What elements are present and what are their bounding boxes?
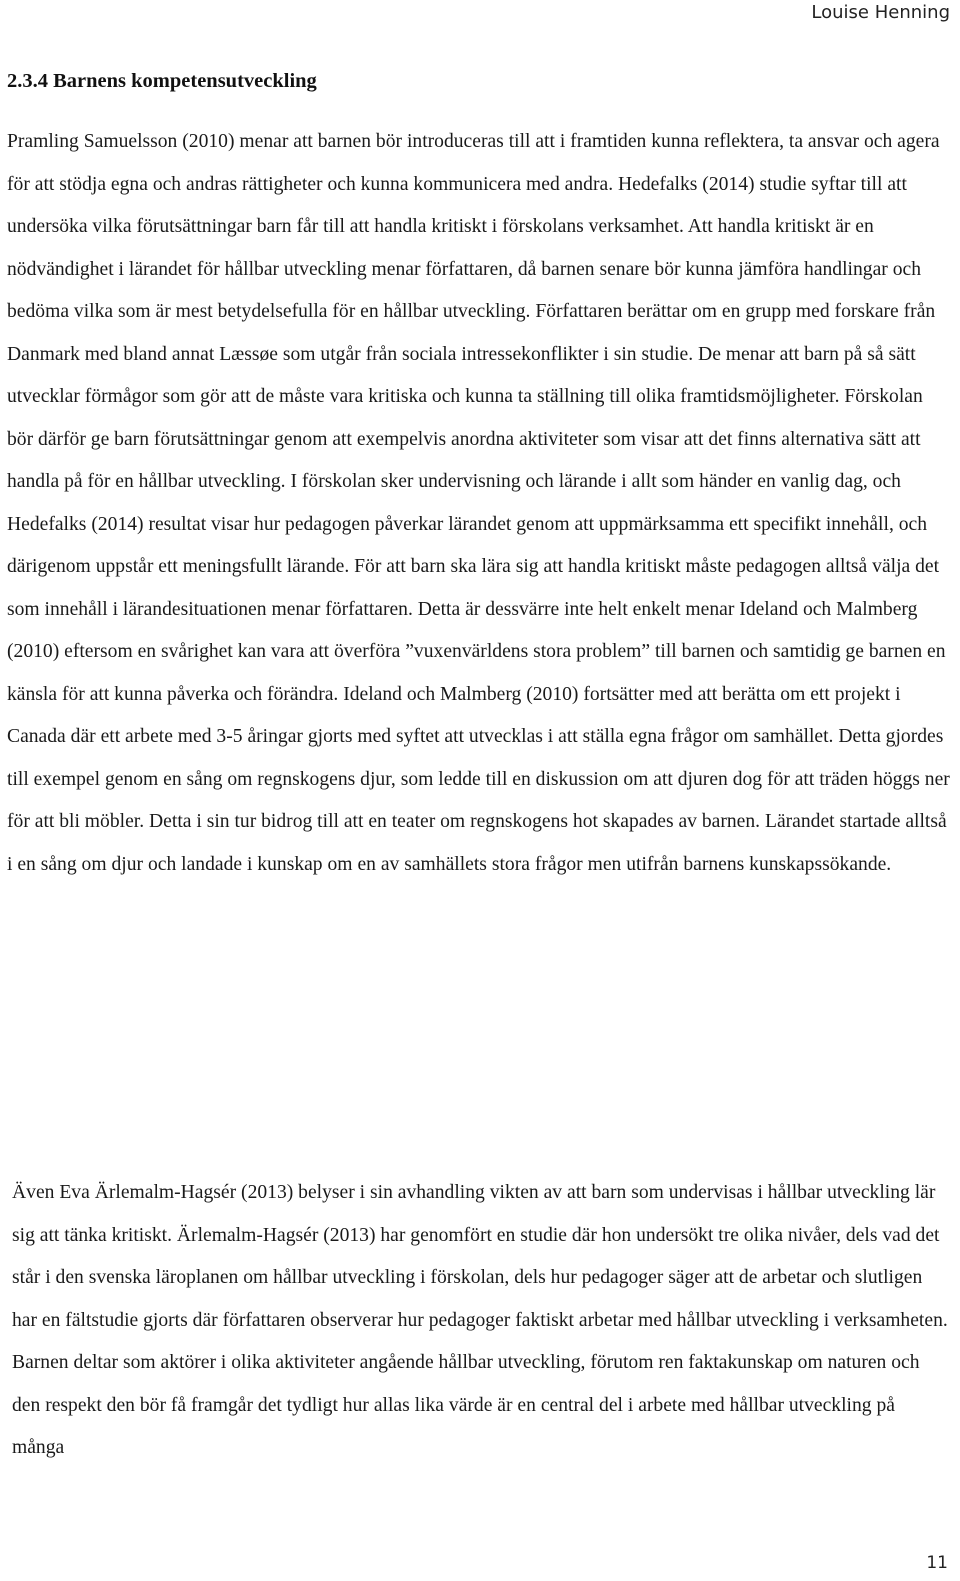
body-paragraph-1: Pramling Samuelsson (2010) menar att barnen bör introduceras till att i framtiden kunna reflektera, ta ansvar och agera för att stödja egna och andras rättigheter och kunna kommunicera med andra. Hedefalks (2014) studie syftar till att undersöka vilka förutsättningar barn får till att handla kritiskt i förskolans verksamhet. Att handla kritiskt är en nödvändighet i lärandet för hållbar utveckling menar författaren, då barnen senare bör kunna jämföra handlingar och bedöma vilka som är mest betydelsefulla för en hållbar utveckling. Författaren berättar om en grupp med forskare från Danmark med bland annat Læssøe som utgår från sociala intressekonflikter i sin studie. De menar att barn på så sätt utvecklar förmågor som gör att de måste vara kritiska och kunna ta ställning till olika framtidsmöjligheter. Förskolan bör därför ge barn förutsättningar genom att exempelvis anordna aktiviteter som visar att det finns alternativa sätt att handla på för en hållbar utveckling. I förskolan sker undervisning och lärande i allt som händer en vanlig dag, och Hedefalks (2014) resultat visar hur pedagogen påverkar lärandet genom att uppmärksamma ett specifikt innehåll, och därigenom uppstår ett meningsfullt lärande. För att barn ska lära sig att handla kritiskt måste pedagogen alltså välja det som innehåll i lärandesituationen menar författaren. Detta är dessvärre inte helt enkelt menar Ideland och Malmberg (2010) eftersom en svårighet kan vara att överföra ”vuxenvärldens stora problem” till barnen och samtidig ge barnen en känsla för att kunna påverka och förändra. Ideland och Malmberg (2010) fortsätter med att berätta om ett projekt i Canada där ett arbete med 3-5 åringar gjorts med syftet att utvecklas i att ställa egna frågor om samhället. Detta gjordes till exempel genom en sång om regnskogens djur, som ledde till en diskussion om att djuren dog för att träden höggs ner för att bli möbler. Detta i sin tur bidrog till att en teater om regnskogens hot skapades av barnen. Lärandet startade alltså i en sång om djur och landade i kunskap om en av samhällets stora frågor men utifrån barnens kunskapssökande. [7,131,950,875]
page-number: 11 [926,1553,948,1573]
body-paragraph-2: Även Eva Ärlemalm-Hagsér (2013) belyser i sin avhandling vikten av att barn som undervisas i hållbar utveckling lär sig att tänka kritiskt. Ärlemalm-Hagsér (2013) har genomfört en studie där hon undersökt tre olika nivåer, dels vad det står i den svenska läroplanen om hållbar utveckling i förskolan, dels hur pedagoger säger att de arbetar och slutligen har en fältstudie gjorts där författaren observerar hur pedagoger faktiskt arbetar med hållbar utveckling i verksamheten. Barnen deltar som aktörer i olika aktiviteter angående hållbar utveckling, förutom ren faktakunskap om naturen och den respekt den bör få framgår det tydligt hur allas lika värde är en central del i arbete med hållbar utveckling på många [12,1182,948,1458]
running-header-author: Louise Henning [811,2,950,23]
section-heading: 2.3.4 Barnens kompetensutveckling [7,70,317,92]
